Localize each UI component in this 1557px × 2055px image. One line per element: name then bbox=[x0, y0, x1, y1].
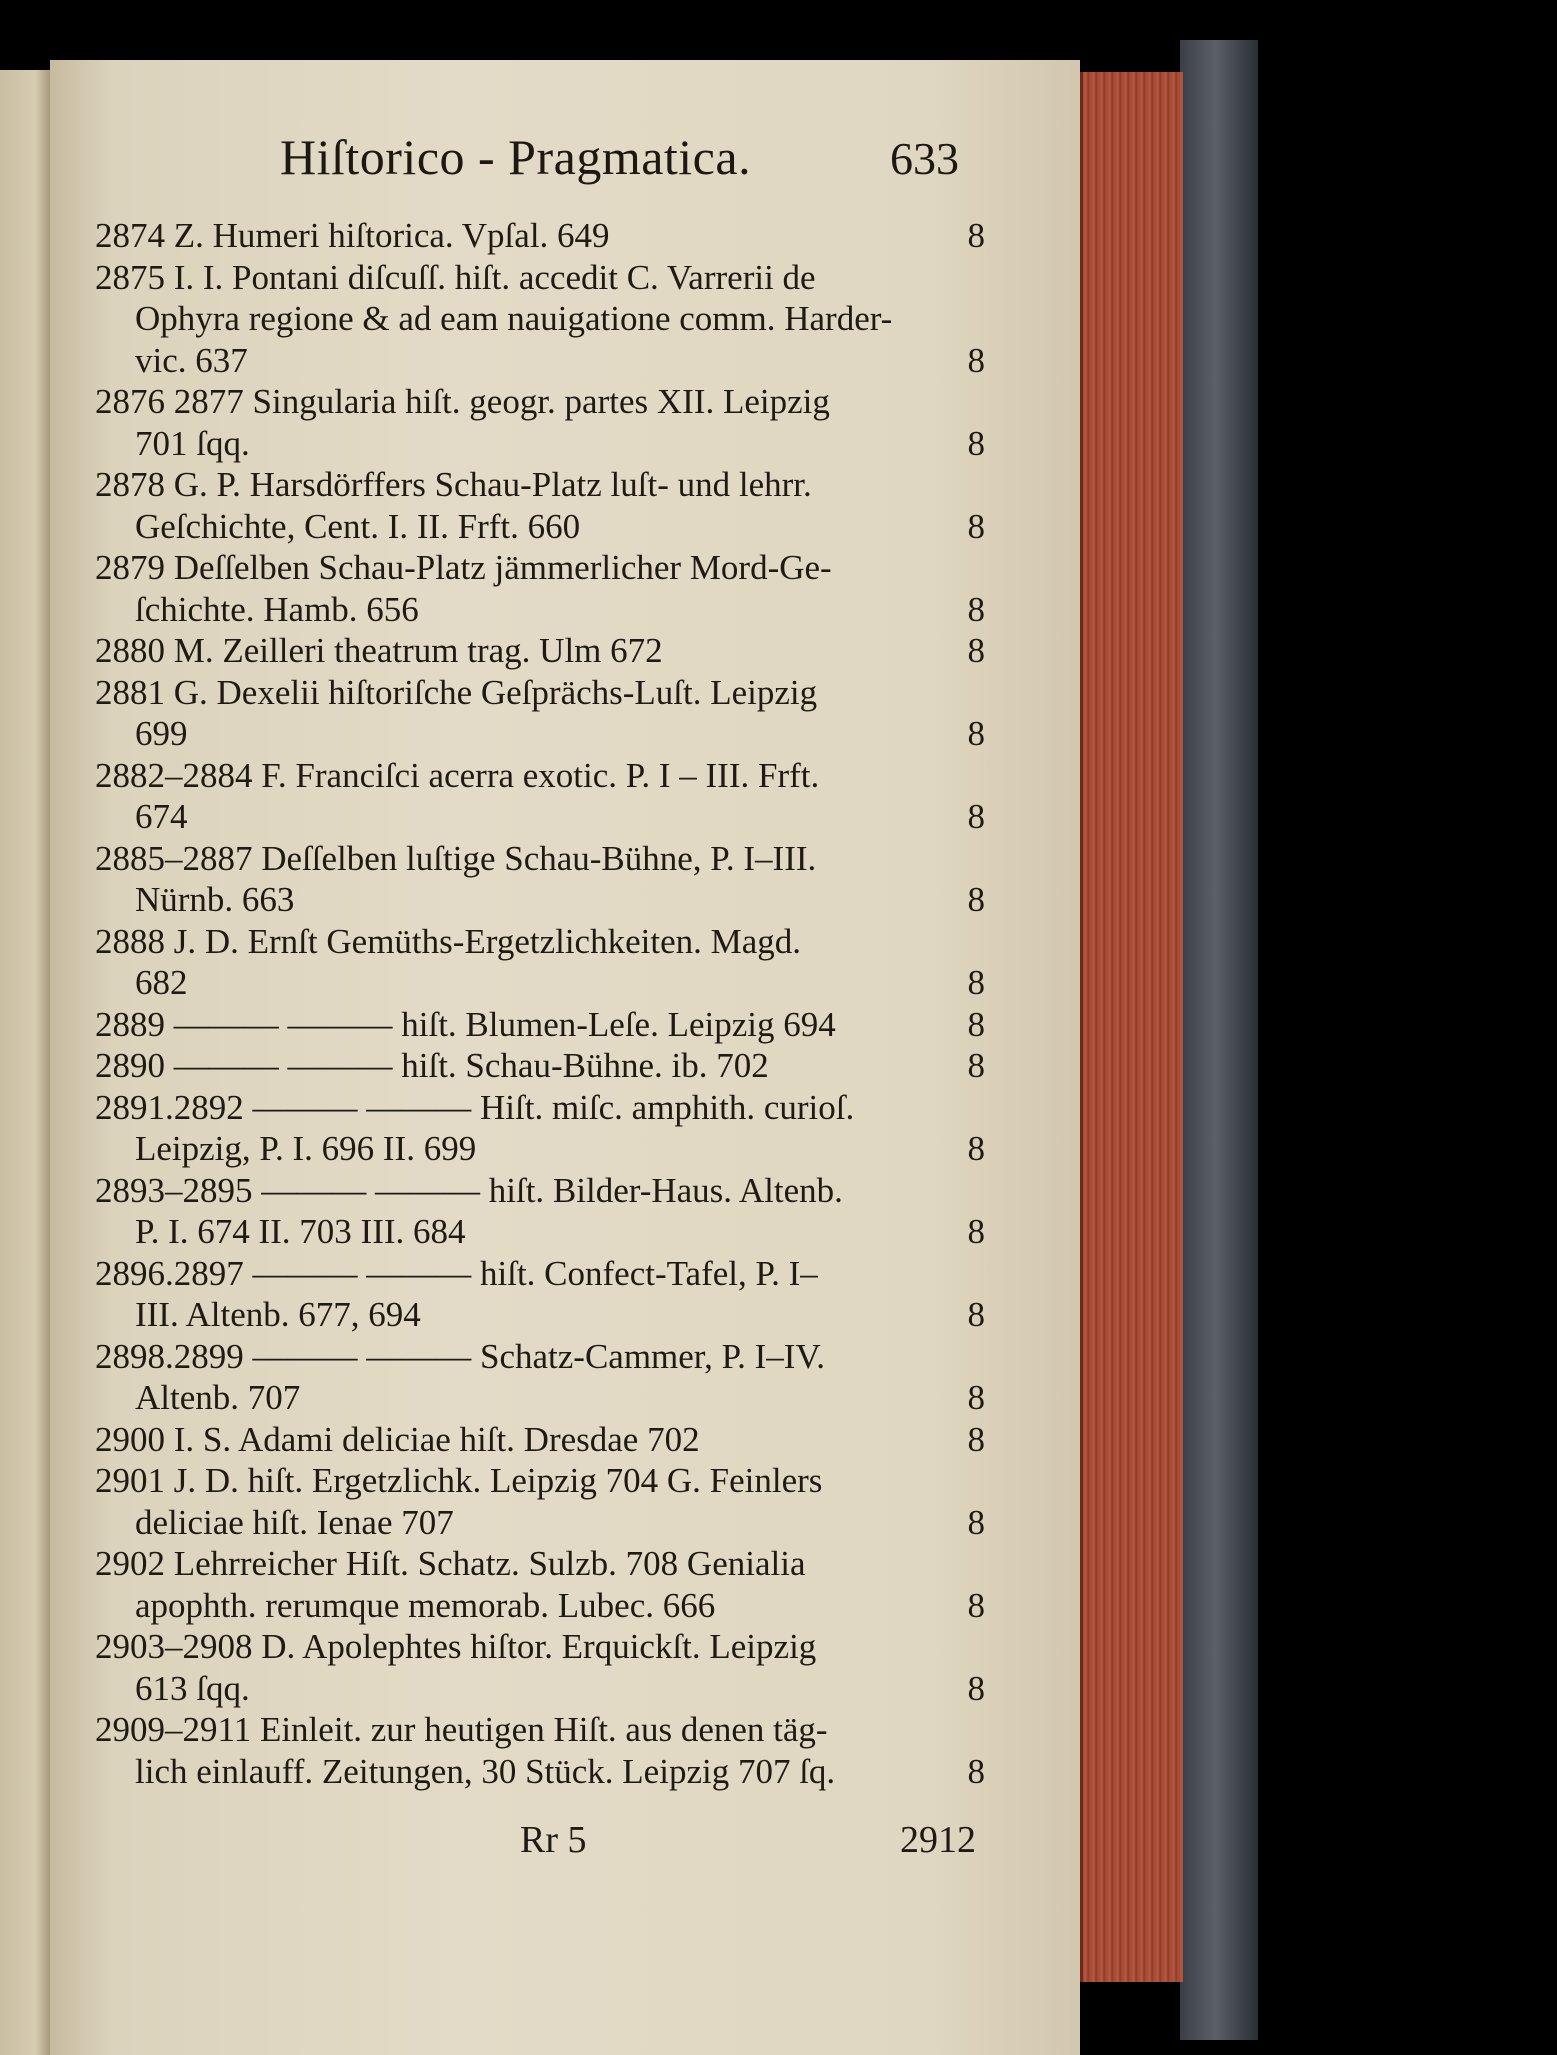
volume-count: 8 bbox=[967, 423, 985, 463]
volume-count: 8 bbox=[967, 1046, 985, 1085]
catalog-line bbox=[95, 1543, 985, 1585]
catalog-line bbox=[95, 1751, 985, 1793]
line-text: 674 bbox=[135, 797, 188, 836]
volume-count: 8 bbox=[967, 880, 985, 919]
catchword: 2912 bbox=[900, 1819, 976, 1861]
volume-count: 8 bbox=[967, 1585, 985, 1625]
catalog-line bbox=[95, 1087, 985, 1129]
page-block-edge bbox=[1080, 72, 1183, 1982]
line-text: 2903–2908 D. Apolephtes hiſtor. Erquickſt. Leipzig bbox=[95, 1627, 817, 1666]
catalog-line bbox=[95, 215, 985, 257]
volume-count: 8 bbox=[967, 714, 985, 753]
catalog-line bbox=[95, 1045, 985, 1087]
catalog-line bbox=[95, 298, 985, 340]
line-text: 699 bbox=[135, 714, 188, 753]
running-head: Hiſtorico - Pragmatica. bbox=[280, 129, 752, 185]
catalog-line bbox=[95, 1668, 985, 1710]
line-text: 2876 2877 Singularia hiſt. geogr. partes XII. Leipzig bbox=[95, 382, 830, 421]
line-text: 2880 M. Zeilleri theatrum trag. Ulm 672 bbox=[95, 631, 663, 670]
catalog-line bbox=[95, 755, 985, 797]
line-text: 2881 G. Dexelii hiſtoriſche Geſprächs-Luſt. Leipzig bbox=[95, 672, 818, 712]
page-number: 633 bbox=[890, 133, 959, 184]
volume-count: 8 bbox=[967, 1295, 985, 1334]
volume-count: 8 bbox=[967, 340, 985, 380]
line-text: ſchichte. Hamb. 656 bbox=[135, 589, 419, 629]
catalog-line bbox=[95, 962, 985, 1004]
catalog-line bbox=[95, 921, 985, 963]
volume-count: 8 bbox=[967, 506, 985, 546]
volume-count: 8 bbox=[967, 1212, 985, 1251]
line-text: 2902 Lehrreicher Hiſt. Schatz. Sulzb. 708 Genialia bbox=[95, 1544, 806, 1583]
volume-count: 8 bbox=[967, 1502, 985, 1542]
catalog-line bbox=[95, 1336, 985, 1378]
catalog-line bbox=[95, 464, 985, 506]
catalog-line bbox=[95, 1419, 985, 1461]
line-text: lich einlauff. Zeitungen, 30 Stück. Leipzig 707 ſq. bbox=[135, 1751, 836, 1791]
catalog-entries bbox=[95, 215, 985, 1792]
line-text: 2878 G. P. Harsdörffers Schau-Platz luſt- und lehrr. bbox=[95, 465, 812, 504]
previous-page-edge bbox=[0, 70, 50, 2055]
line-text: Geſchichte, Cent. I. II. Frft. 660 bbox=[135, 506, 581, 546]
volume-count: 8 bbox=[967, 1378, 985, 1417]
line-text: 2898.2899 ——— ——— Schatz-Cammer, P. I–IV. bbox=[95, 1336, 825, 1376]
signature-mark: Rr 5 bbox=[520, 1819, 587, 1861]
line-text: III. Altenb. 677, 694 bbox=[135, 1295, 421, 1334]
catalog-line bbox=[95, 713, 985, 755]
catalog-line bbox=[95, 1211, 985, 1253]
line-text: 2900 I. S. Adami deliciae hiſt. Dresdae 702 bbox=[95, 1419, 700, 1459]
line-text: Nürnb. 663 bbox=[135, 880, 295, 919]
volume-count: 8 bbox=[967, 1129, 985, 1168]
catalog-line bbox=[95, 1626, 985, 1668]
catalog-line bbox=[95, 340, 985, 382]
line-text: apophth. rerumque memorab. Lubec. 666 bbox=[135, 1585, 716, 1625]
catalog-line bbox=[95, 547, 985, 589]
catalog-line bbox=[95, 1460, 985, 1502]
line-text: Ophyra regione & ad eam nauigatione comm. Harder- bbox=[135, 299, 893, 338]
line-text: deliciae hiſt. Ienae 707 bbox=[135, 1502, 454, 1542]
volume-count: 8 bbox=[967, 1668, 985, 1708]
line-text: 2888 J. D. Ernſt Gemüths-Ergetzlichkeiten. Magd. bbox=[95, 921, 802, 961]
catalog-line bbox=[95, 838, 985, 880]
catalog-line bbox=[95, 672, 985, 714]
line-text: 2890 ——— ——— hiſt. Schau-Bühne. ib. 702 bbox=[95, 1046, 769, 1085]
volume-count: 8 bbox=[967, 589, 985, 629]
volume-count: 8 bbox=[967, 963, 985, 1002]
catalog-line bbox=[95, 1709, 985, 1751]
catalog-line bbox=[95, 1004, 985, 1046]
volume-count: 8 bbox=[967, 216, 985, 255]
line-text: 2893–2895 ——— ——— hiſt. Bilder-Haus. Altenb. bbox=[95, 1170, 843, 1210]
line-text: 2909–2911 Einleit. zur heutigen Hiſt. aus denen täg- bbox=[95, 1710, 828, 1749]
line-text: 2901 J. D. hiſt. Ergetzlichk. Leipzig 704 G. Feinlers bbox=[95, 1461, 823, 1500]
line-text: Altenb. 707 bbox=[135, 1378, 301, 1417]
book-cover bbox=[1180, 40, 1258, 2040]
catalog-line bbox=[95, 1253, 985, 1295]
catalog-line bbox=[95, 589, 985, 631]
line-text: 2889 ——— ——— hiſt. Blumen-Leſe. Leipzig 694 bbox=[95, 1004, 836, 1044]
catalog-line bbox=[95, 1377, 985, 1419]
catalog-line bbox=[95, 423, 985, 465]
catalog-line bbox=[95, 381, 985, 423]
line-text: 2882–2884 F. Franciſci acerra exotic. P. I – III. Frft. bbox=[95, 755, 820, 795]
catalog-line bbox=[95, 796, 985, 838]
line-text: Leipzig, P. I. 696 II. 699 bbox=[135, 1129, 477, 1168]
line-text: 2874 Z. Humeri hiſtorica. Vpſal. 649 bbox=[95, 216, 610, 255]
line-text: 2885–2887 Deſſelben luſtige Schau-Bühne, P. I–III. bbox=[95, 838, 817, 878]
catalog-line bbox=[95, 257, 985, 299]
catalog-line bbox=[95, 1585, 985, 1627]
line-text: 2875 I. I. Pontani diſcuſſ. hiſt. accedit C. Varrerii de bbox=[95, 257, 816, 297]
catalog-line bbox=[95, 1294, 985, 1336]
volume-count: 8 bbox=[967, 1751, 985, 1791]
catalog-line bbox=[95, 630, 985, 672]
volume-count: 8 bbox=[967, 1004, 985, 1044]
line-text: vic. 637 bbox=[135, 340, 248, 380]
catalog-line bbox=[95, 879, 985, 921]
line-text: 701 ſqq. bbox=[135, 423, 250, 463]
catalog-line bbox=[95, 506, 985, 548]
volume-count: 8 bbox=[967, 631, 985, 670]
line-text: 682 bbox=[135, 963, 188, 1002]
line-text: 2896.2897 ——— ——— hiſt. Confect-Tafel, P. I– bbox=[95, 1253, 818, 1293]
catalog-line bbox=[95, 1170, 985, 1212]
volume-count: 8 bbox=[967, 1419, 985, 1459]
line-text: 613 ſqq. bbox=[135, 1668, 250, 1708]
volume-count: 8 bbox=[967, 797, 985, 836]
catalog-line bbox=[95, 1128, 985, 1170]
line-text: 2879 Deſſelben Schau-Platz jämmerlicher Mord-Ge- bbox=[95, 548, 832, 587]
line-text: P. I. 674 II. 703 III. 684 bbox=[135, 1212, 466, 1251]
catalog-line bbox=[95, 1502, 985, 1544]
line-text: 2891.2892 ——— ——— Hiſt. miſc. amphith. curioſ. bbox=[95, 1087, 855, 1127]
